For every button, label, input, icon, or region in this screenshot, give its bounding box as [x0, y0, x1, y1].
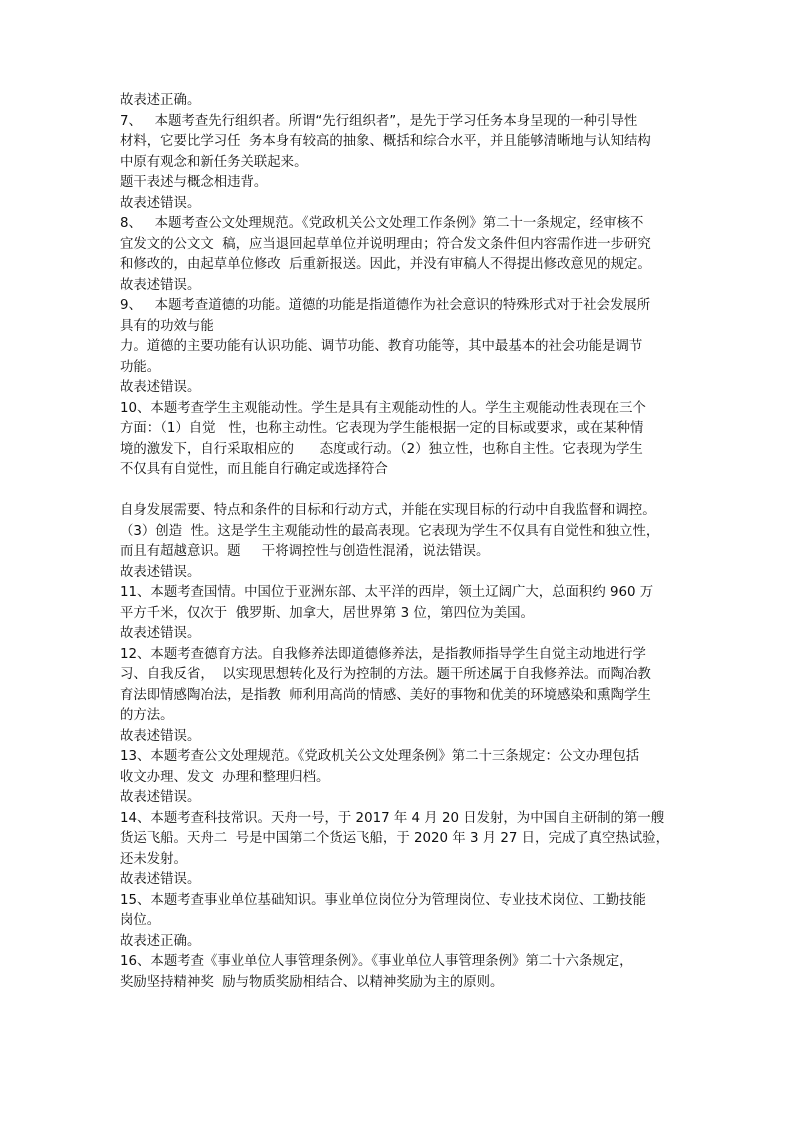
text-line: 题干表述与概念相违背。 [120, 175, 268, 190]
text-line: 8、 本题考查公文处理规范。《党政机关公文处理工作条例》第二十一条规定，经审核不 [120, 216, 644, 231]
text-line: 16、本题考查《事业单位人事管理条例》。《事业单位人事管理条例》第二十六条规定， [120, 954, 633, 969]
text-line: 的方法。 [120, 708, 174, 723]
text-line: 岗位。 [120, 913, 161, 928]
text-line: 故表述正确。 [120, 93, 201, 108]
text-line: 故表述错误。 [120, 872, 201, 887]
text-line: 10、本题考查学生主观能动性。学生是具有主观能动性的人。学生主观能动性表现在三个 [120, 400, 646, 416]
text-line: 中原有观念和新任务关联起来。 [120, 154, 308, 170]
document-body [120, 91, 680, 993]
text-line: （3）创造 性。这是学生主观能动性的最高表现。它表现为学生不仅具有自觉性和独立性， [120, 523, 660, 539]
text-line: 13、本题考查公文处理规范。《党政机关公文处理条例》第二十三条规定：公文办理包括 [120, 749, 640, 764]
text-line: 而且有超越意识。题 干将调控性与创造性混淆，说法错误。 [120, 544, 490, 559]
text-line: 功能。 [120, 359, 161, 375]
text-line: 平方千米，仅次于 俄罗斯、加拿大，居世界第 3 位，第四位为美国。 [120, 605, 534, 621]
text-line: 15、本题考查事业单位基础知识。事业单位岗位分为管理岗位、专业技术岗位、工勤技能 [120, 892, 646, 908]
text-line: 故表述错误。 [120, 790, 201, 805]
text-line: 故表述正确。 [120, 933, 201, 949]
text-line: 方面：（1）自觉 性，也称主动性。它表现为学生能根据一定的目标或要求，或在某种情 [120, 421, 644, 436]
text-line: 故表述错误。 [120, 626, 201, 641]
text-line: 还未发射。 [120, 851, 187, 867]
text-line: 奖励坚持精神奖 励与物质奖励相结合、以精神奖励为主的原则。 [120, 974, 504, 990]
text-line: 故表述错误。 [120, 728, 201, 744]
text-line: 7、 本题考查先行组织者。所谓“先行组织者”，是先于学习任务本身呈现的一种引导性 [120, 113, 638, 129]
text-line: 育法即情感陶冶法，是指教 师利用高尚的情感、美好的事物和优美的环境感染和熏陶学生 [120, 687, 651, 703]
text-line: 11、本题考查国情。中国位于亚洲东部、太平洋的西岸，领土辽阔广大，总面积约 960 万 [120, 585, 654, 600]
text-line: 9、 本题考查道德的功能。道德的功能是指道德作为社会意识的特殊形式对于社会发展所 [120, 298, 651, 313]
text-line: 境的激发下，自行采取相应的 态度或行动。（2）独立性，也称自主性。它表现为学生 [120, 441, 643, 457]
text-line: 收文办理、发文 办理和整理归档。 [120, 769, 330, 785]
text-line: 具有的功效与能 [120, 318, 214, 334]
text-line: 宜发文的公文文 稿，应当退回起草单位并说明理由；符合发文条件但内容需作进一步研究 [120, 236, 651, 252]
text-line: 14、本题考查科技常识。天舟一号，于 2017 年 4 月 20 日发射，为中国自主研制的第一艘 [120, 810, 665, 826]
text-line: 12、本题考查德育方法。自我修养法即道德修养法，是指教师指导学生自觉主动地进行学 [120, 646, 646, 662]
text-line: 自身发展需要、特点和条件的目标和行动方式，并能在实现目标的行动中自我监督和调控。 [120, 503, 656, 518]
text-line: 故表述错误。 [120, 195, 201, 211]
text-line: 力。道德的主要功能有认识功能、调节功能、教育功能等，其中最基本的社会功能是调节 [120, 339, 643, 354]
text-line: 故表述错误。 [120, 380, 201, 395]
text-line: 习、自我反省， 以实现思想转化及行为控制的方法。题干所述属于自我修养法。而陶冶教 [120, 667, 651, 682]
paragraph-gap [120, 481, 680, 502]
text-line: 货运飞船。天舟二 号是中国第二个货运飞船，于 2020 年 3 月 27 日，完成了真空热试验， [120, 831, 669, 846]
text-line: 故表述错误。 [120, 277, 201, 293]
text-line: 材料，它要比学习任 务本身有较高的抽象、概括和综合水平，并且能够清晰地与认知结构 [120, 134, 651, 149]
text-line: 不仅具有自觉性，而且能自行确定或选择符合 [120, 462, 388, 477]
text-line: 故表述错误。 [120, 564, 201, 580]
text-line: 和修改的，由起草单位修改 后重新报送。因此，并没有审稿人不得提出修改意见的规定。 [120, 257, 651, 272]
